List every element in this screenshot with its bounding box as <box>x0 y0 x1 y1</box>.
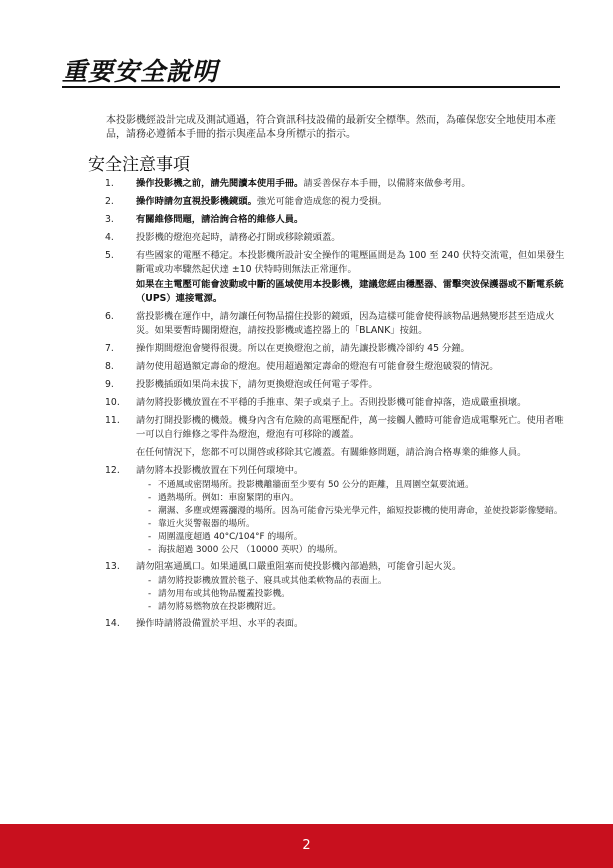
item-number: 12. <box>105 464 120 476</box>
item-text: 請勿使用超過額定壽命的燈泡。使用超過額定壽命的燈泡有可能會發生燈泡破裂的情況。 <box>136 361 499 373</box>
list-item <box>105 231 565 246</box>
safety-list <box>105 177 565 634</box>
item-number: 10. <box>105 397 120 409</box>
list-item <box>105 249 565 307</box>
sub-item: - 海拔超過 3000 公尺 （10000 英呎）的場所。 <box>148 545 343 556</box>
list-item <box>105 560 565 614</box>
item-number: 9. <box>105 379 114 391</box>
sub-item: - 請勿用布或其他物品覆蓋投影機。 <box>148 589 290 600</box>
item-number: 4. <box>105 231 114 243</box>
item-strong: 操作時請勿直視投影機鏡頭。 <box>136 195 257 207</box>
item-number: 3. <box>105 213 114 225</box>
sub-item: - 潮濕、多塵或煙霧瀰漫的場所。因為可能會污染光學元件，縮短投影機的使用壽命，並使投影影像變暗。 <box>148 506 563 517</box>
page-number: 2 <box>302 838 311 853</box>
list-item <box>105 213 565 228</box>
item-text: 投影機插頭如果尚未拔下，請勿更換燈泡或任何電子零件。 <box>136 379 378 391</box>
item-number: 8. <box>105 361 114 373</box>
list-item <box>105 195 565 210</box>
item-number: 11. <box>105 414 120 426</box>
sub-item: - 請勿將投影機放置於毯子、寢具或其他柔軟物品的表面上。 <box>148 576 387 587</box>
item-strong: 有關維修問題，請洽詢合格的維修人員。 <box>136 213 304 225</box>
item-number: 2. <box>105 195 114 207</box>
section-heading: 安全注意事項 <box>88 155 190 175</box>
sub-item: - 不通風或密閉場所。投影機離牆面至少要有 50 公分的距離，且周圍空氣要流通。 <box>148 480 474 491</box>
item-text-continued: 在任何情況下，您都不可以開啓或移除其它護蓋。有關維修問題，請洽詢合格專業的維修人員。 <box>136 446 527 458</box>
item-text: 操作期間燈泡會變得很燙。所以在更換燈泡之前，請先讓投影機冷卻約 45 分鐘。 <box>136 343 470 355</box>
sub-item: - 請勿將易燃物放在投影機附近。 <box>148 602 282 613</box>
item-text: 有些國家的電壓不穩定。本投影機所設計安全操作的電壓區間是為 100 至 240 伏特交流電，但如果發生斷電或功率驟然起伏達 ±10 伏特時則無法正常運作。 <box>136 249 565 276</box>
item-number: 6. <box>105 310 114 322</box>
item-text: 請妥善保存本手冊，以備將來做參考用。 <box>303 178 471 189</box>
list-item <box>105 310 565 339</box>
list-item <box>105 414 565 461</box>
item-text: 請勿打開投影機的機殼。機身內含有危險的高電壓配件，萬一接觸人體時可能會造成電擊死亡。使用者唯一可以自行維修之零件為燈泡，燈泡有可移除的護蓋。 <box>136 414 564 441</box>
sub-item: - 過熱場所。例如：車窗緊閉的車內。 <box>148 493 299 504</box>
item-number: 5. <box>105 249 114 261</box>
list-item <box>105 342 565 357</box>
item-text: 操作時請將設備置於平坦、水平的表面。 <box>136 617 304 629</box>
item-text: 當投影機在運作中，請勿讓任何物品擋住投影的鏡頭，因為這樣可能會使得該物品遇熱變形甚至造成火災。如果要暫時關閉燈泡，請按投影機或遙控器上的「BLANK」按鈕。 <box>136 310 555 337</box>
item-text: 請勿將本投影機放置在下列任何環境中。 <box>136 464 304 476</box>
item-number: 14. <box>105 617 120 629</box>
list-item <box>105 360 565 375</box>
sub-item: - 周圍溫度超過 40°C/104°F 的場所。 <box>148 532 303 543</box>
list-item <box>105 177 565 192</box>
sub-item: - 靠近火災警報器的場所。 <box>148 519 255 530</box>
item-text: 強光可能會造成您的視力受損。 <box>256 195 388 207</box>
list-item <box>105 396 565 411</box>
item-number: 7. <box>105 343 114 355</box>
list-item <box>105 378 565 393</box>
item-number: 13. <box>105 560 120 572</box>
item-strong: 操作投影機之前，請先閱讀本使用手冊。 <box>136 178 304 189</box>
list-item <box>105 617 565 632</box>
item-number: 1. <box>105 178 114 189</box>
list-item <box>105 464 565 557</box>
item-text: 請勿將投影機放置在不平穩的手推車、架子或桌子上。否則投影機可能會掉落，造成嚴重損壞。 <box>136 397 527 409</box>
page-title: 重要安全說明 <box>62 57 219 86</box>
title-divider <box>62 86 560 88</box>
intro-paragraph: 本投影機經設計完成及測試通過，符合資訊科技設備的最新安全標準。然而，為確保您安全地使用本產品，請務必遵循本手冊的指示與產品本身所標示的指示。 <box>106 115 556 140</box>
item-warning: 如果在主電壓可能會波動或中斷的區域使用本投影機，建議您經由穩壓器、雷擊突波保護器或不斷電系統 （UPS）連接電源。 <box>136 278 564 305</box>
item-text: 請勿阻塞通風口。如果通風口嚴重阻塞而使投影機內部過熱，可能會引起火災。 <box>136 560 462 572</box>
item-text: 投影機的燈泡亮起時，請務必打開或移除鏡頭蓋。 <box>136 231 341 243</box>
